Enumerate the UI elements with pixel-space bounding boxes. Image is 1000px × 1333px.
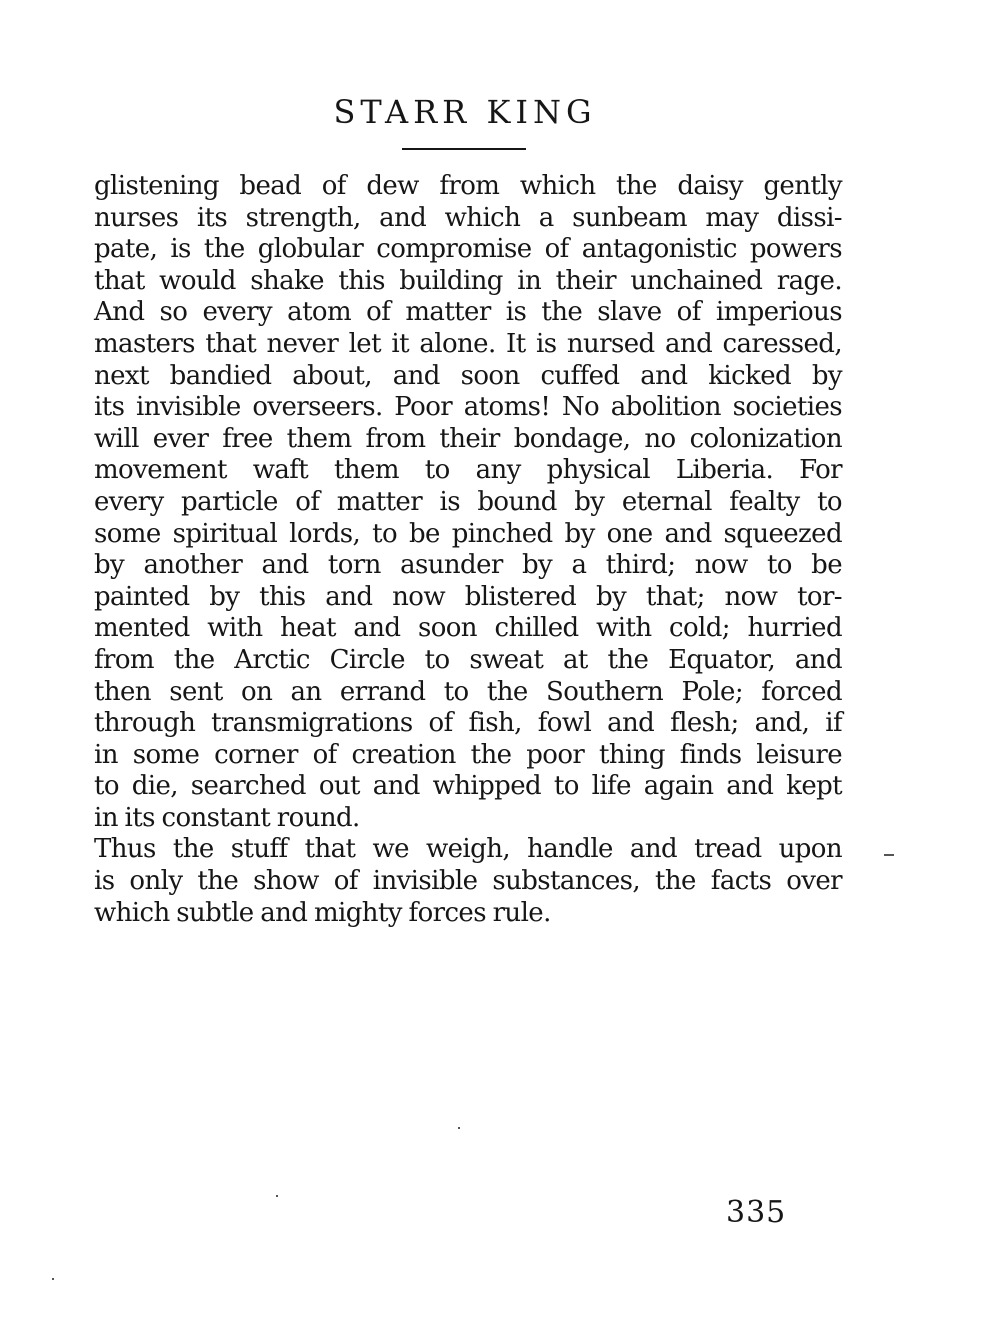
- scan-speck: [458, 1127, 460, 1129]
- text-line: in its constant round.: [94, 802, 360, 833]
- text-line: that would shake this building in their unchained rage.: [94, 265, 842, 296]
- running-title: STARR KING: [333, 93, 597, 131]
- text-line: every particle of matter is bound by eternal fealty to: [94, 486, 842, 517]
- text-line: will ever free them from their bondage, no colonization: [94, 423, 842, 454]
- text-line: next bandied about, and soon cuffed and kicked by: [94, 360, 842, 391]
- text-line: by another and torn asunder by a third; now to be: [94, 550, 842, 581]
- text-line: its invisible overseers. Poor atoms! No abolition societies: [94, 392, 842, 423]
- scan-speck: [276, 1195, 278, 1197]
- page-number: 335: [726, 1195, 787, 1230]
- header-rule: [402, 148, 526, 150]
- text-line: mented with heat and soon chilled with cold; hurried: [94, 613, 842, 644]
- text-line: And so every atom of matter is the slave of imperious: [94, 297, 842, 328]
- text-line: from the Arctic Circle to sweat at the Equator, and: [94, 644, 842, 675]
- text-line: movement waft them to any physical Liberia. For: [94, 455, 842, 486]
- text-line: pate, is the globular compromise of antagonistic powers: [94, 234, 842, 265]
- text-line: painted by this and now blistered by that; now tor-: [94, 581, 842, 612]
- scan-speck: [52, 1278, 54, 1280]
- text-line: nurses its strength, and which a sunbeam may dissi-: [94, 202, 842, 233]
- text-line: then sent on an errand to the Southern Pole; forced: [94, 676, 842, 707]
- text-line: Thus the stuff that we weigh, handle and tread upon: [94, 834, 842, 865]
- text-line: glistening bead of dew from which the daisy gently: [94, 171, 842, 201]
- text-line: through transmigrations of fish, fowl and flesh; and, if: [94, 708, 842, 739]
- text-line: to die, searched out and whipped to life again and kept: [94, 771, 842, 802]
- text-line: which subtle and mighty forces rule.: [94, 897, 551, 928]
- text-line: masters that never let it alone. It is nursed and caressed,: [94, 328, 842, 359]
- text-line: in some corner of creation the poor thing finds leisure: [94, 739, 842, 770]
- margin-mark: [884, 854, 894, 856]
- text-line: is only the show of invisible substances, the facts over: [94, 866, 842, 897]
- text-line: some spiritual lords, to be pinched by one and squeezed: [94, 518, 842, 549]
- body-text: [94, 171, 842, 929]
